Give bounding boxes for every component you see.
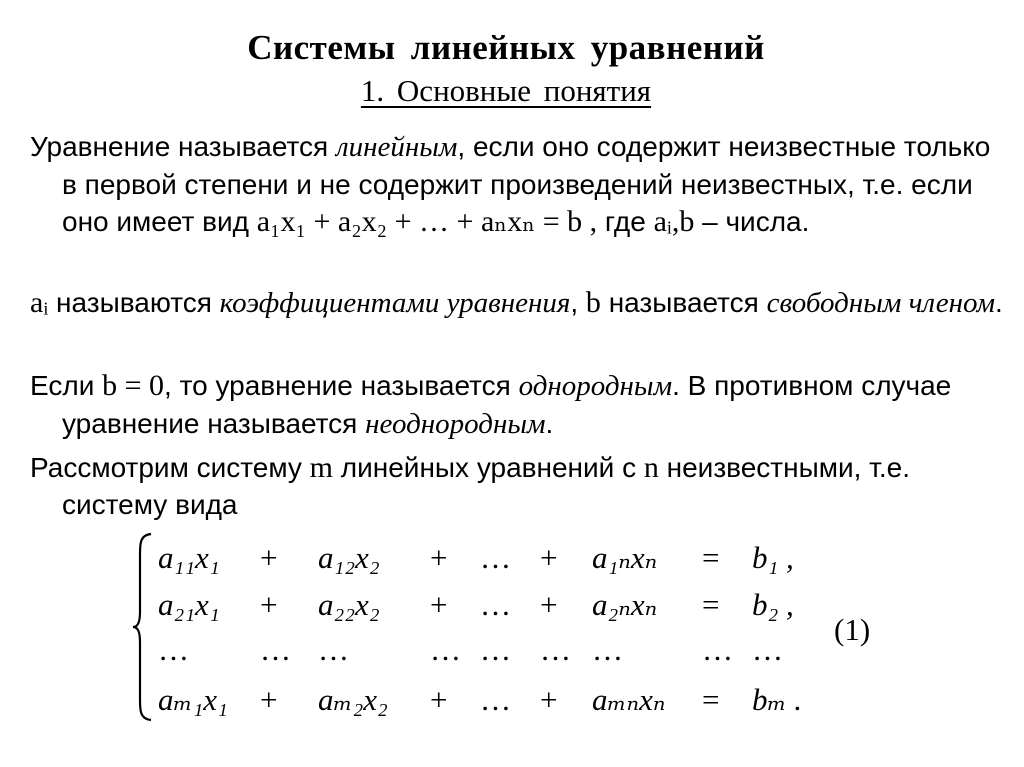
equation-term: bₘ . xyxy=(752,682,803,717)
condition-formula: b = 0 xyxy=(102,369,165,402)
equation-term: … xyxy=(158,632,189,667)
text: называется xyxy=(600,287,767,318)
equation-system xyxy=(130,532,830,722)
term-linear: линейным xyxy=(335,131,458,163)
term-coefficients: коэффициентами уравнения xyxy=(219,287,571,319)
slide-title: Системы линейных уравнений xyxy=(247,28,765,67)
term-homogeneous: однородным xyxy=(518,370,673,402)
text: называются xyxy=(48,287,220,318)
equation-term: … xyxy=(702,632,733,667)
equation-term: a₂ₙxₙ xyxy=(592,587,658,622)
equation-term: = xyxy=(702,540,720,575)
equation-term: + xyxy=(430,587,448,622)
subtitle-text: 1. Основные понятия xyxy=(360,73,652,108)
equation-term: + xyxy=(540,682,558,717)
text: линейных уравнений с xyxy=(333,452,644,483)
text: неизвестными, т.е. систему вида xyxy=(62,452,910,520)
text: . В противном случае уравнение называется xyxy=(62,370,952,439)
coefficients-symbol: aᵢ,b xyxy=(653,205,695,238)
equation-term: aₘ₁x₁ xyxy=(158,682,228,717)
linear-equation-formula: a₁x₁ + a₂x₂ + … + aₙxₙ = b , xyxy=(256,205,598,238)
section-subtitle xyxy=(0,73,1012,109)
equation-term: … xyxy=(480,632,511,667)
equation-term: … xyxy=(430,632,461,667)
equation-term: + xyxy=(260,540,278,575)
paragraph-coefficients-definition xyxy=(30,284,1005,322)
equation-term: … xyxy=(540,632,571,667)
paragraph-homogeneous-definition xyxy=(30,367,1005,443)
equation-term: … xyxy=(480,587,511,622)
equation-term: b₂ , xyxy=(752,587,794,622)
equation-term: aₘ₂x₂ xyxy=(318,682,388,717)
equation-term: a₂₁x₁ xyxy=(158,587,220,622)
text: , xyxy=(570,287,586,318)
system-equation-number: (1) xyxy=(834,612,871,647)
equation-term: a₁₂x₂ xyxy=(318,540,380,575)
term-nonhomogeneous: неоднородным xyxy=(365,408,546,440)
paragraph-linear-equation-definition xyxy=(30,128,1005,240)
equation-term: = xyxy=(702,587,720,622)
text: , если оно содержит неизвестные только в первой степени и не содержит произведений неизвестных, т.е. если оно имеет вид xyxy=(62,131,991,237)
equation-term: + xyxy=(540,540,558,575)
unknown-count-symbol: n xyxy=(643,451,659,484)
free-term-symbol: b xyxy=(585,286,601,319)
text: Уравнение называется xyxy=(30,131,336,162)
text: . xyxy=(994,287,1003,318)
equation-term: a₁₁x₁ xyxy=(158,540,220,575)
equation-term: … xyxy=(752,632,783,667)
equation-term: … xyxy=(318,632,349,667)
equation-count-symbol: m xyxy=(309,451,334,484)
equation-term: + xyxy=(430,682,448,717)
paragraph-system-intro xyxy=(30,449,1005,523)
equation-term: = xyxy=(702,682,720,717)
term-free-member: свободным членом xyxy=(766,287,995,319)
text: – числа. xyxy=(694,206,810,237)
equation-term: … xyxy=(480,540,511,575)
text: где xyxy=(597,206,654,237)
text: . xyxy=(545,408,554,439)
coefficient-symbol: aᵢ xyxy=(30,286,49,319)
equation-term: + xyxy=(430,540,448,575)
equation-term: a₁ₙxₙ xyxy=(592,540,658,575)
equation-term: … xyxy=(260,632,291,667)
equation-term: b₁ , xyxy=(752,540,794,575)
equation-term: + xyxy=(260,587,278,622)
text: Рассмотрим систему xyxy=(30,452,310,483)
equation-term: … xyxy=(592,632,623,667)
text: Если xyxy=(30,370,103,401)
left-brace-icon xyxy=(132,532,154,722)
equation-term: + xyxy=(540,587,558,622)
equation-term: + xyxy=(260,682,278,717)
equation-term: aₘₙxₙ xyxy=(592,682,666,717)
equation-term: … xyxy=(480,682,511,717)
equation-term: a₂₂x₂ xyxy=(318,587,380,622)
text: , то уравнение называется xyxy=(164,370,519,401)
